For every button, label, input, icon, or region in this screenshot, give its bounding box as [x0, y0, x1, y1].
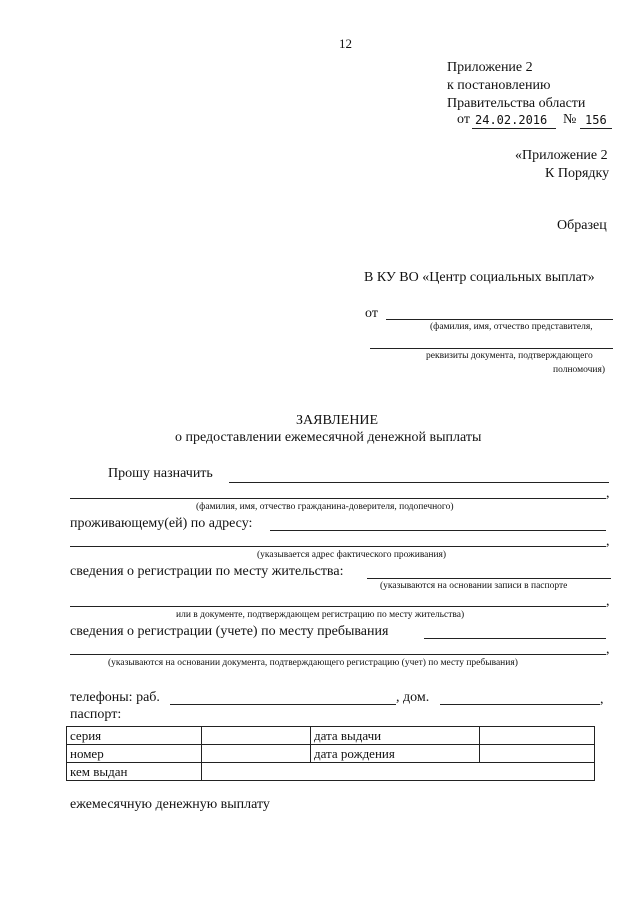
stay-hint: (указываются на основании документа, подтверждающего регистрацию (учет) по месту пребывания) — [108, 658, 518, 668]
passport-issued-by-value[interactable] — [202, 763, 595, 781]
passport-row-1 — [67, 727, 595, 745]
addressee-hint-3: полномочия) — [553, 365, 606, 375]
reg-residence-line-2-comma: , — [606, 594, 610, 609]
document-subtitle: о предоставлении ежемесячной денежной выплаты — [175, 430, 482, 445]
header-number-sign: № — [563, 112, 577, 127]
appendix-line-1: «Приложение 2 — [515, 148, 608, 163]
passport-table — [66, 726, 595, 781]
page-number: 12 — [339, 36, 352, 51]
residing-line[interactable] — [270, 530, 606, 531]
passport-series-value[interactable] — [202, 727, 311, 745]
addressee-from-line[interactable] — [386, 319, 613, 320]
addressee-hint-2: реквизиты документа, подтверждающего — [426, 351, 593, 361]
passport-birth-date-value[interactable] — [480, 745, 595, 763]
header-date: 24.02.2016 — [475, 113, 548, 127]
passport-issued-by-label: кем выдан — [67, 763, 202, 781]
reg-stay-line[interactable] — [424, 638, 606, 639]
footer-text: ежемесячную денежную выплату — [70, 797, 270, 812]
appendix-line-2: К Порядку — [545, 166, 610, 181]
sample-label: Образец — [557, 218, 607, 233]
phones-work-label: телефоны: раб. — [70, 690, 160, 705]
reg-stay-line-2[interactable] — [70, 654, 606, 655]
phone-home-line[interactable] — [440, 704, 600, 705]
passport-issue-date-label: дата выдачи — [311, 727, 480, 745]
addressee-hint-1: (фамилия, имя, отчество представителя, — [430, 322, 593, 332]
phone-work-line[interactable] — [170, 704, 396, 705]
phones-home-label: , дом. — [396, 690, 430, 705]
phones-comma: , — [600, 692, 604, 707]
passport-row-2 — [67, 745, 595, 763]
header-line-2: к постановлению — [447, 78, 551, 93]
reg-stay-line-2-comma: , — [606, 642, 610, 657]
name-line-2-comma: , — [606, 486, 610, 501]
passport-series-label: серия — [67, 727, 202, 745]
header-line-1: Приложение 2 — [447, 60, 533, 75]
request-label: Прошу назначить — [108, 466, 213, 481]
reg-residence-line-2[interactable] — [70, 606, 606, 607]
header-from-label: от — [457, 112, 470, 127]
reg-residence-label: сведения о регистрации по месту жительства: — [70, 564, 344, 579]
header-number: 156 — [585, 113, 607, 127]
reg-hint-1: (указываются на основании записи в паспорте — [380, 581, 568, 591]
name-hint: (фамилия, имя, отчество гражданина-доверителя, подопечного) — [196, 502, 454, 512]
residing-label: проживающему(ей) по адресу: — [70, 516, 253, 531]
passport-number-value[interactable] — [202, 745, 311, 763]
passport-issue-date-value[interactable] — [480, 727, 595, 745]
addressee-line-2[interactable] — [370, 348, 613, 349]
residing-line-2-comma: , — [606, 534, 610, 549]
passport-label: паспорт: — [70, 707, 122, 722]
passport-number-label: номер — [67, 745, 202, 763]
reg-hint-2: или в документе, подтверждающем регистрацию по месту жительства) — [176, 610, 465, 620]
address-hint: (указывается адрес фактического проживания) — [257, 550, 447, 560]
document-title: ЗАЯВЛЕНИЕ — [296, 413, 379, 428]
request-name-line[interactable] — [229, 482, 609, 483]
reg-residence-line[interactable] — [367, 578, 611, 579]
header-date-underline — [472, 128, 556, 129]
residing-line-2[interactable] — [70, 546, 606, 547]
header-number-underline — [580, 128, 612, 129]
name-line-2[interactable] — [70, 498, 606, 499]
addressee-from-label: от — [365, 306, 378, 321]
reg-stay-label: сведения о регистрации (учете) по месту пребывания — [70, 624, 389, 639]
passport-row-3 — [67, 763, 595, 781]
addressee-to: В КУ ВО «Центр социальных выплат» — [364, 270, 595, 285]
header-line-3: Правительства области — [447, 96, 586, 111]
passport-birth-date-label: дата рождения — [311, 745, 480, 763]
